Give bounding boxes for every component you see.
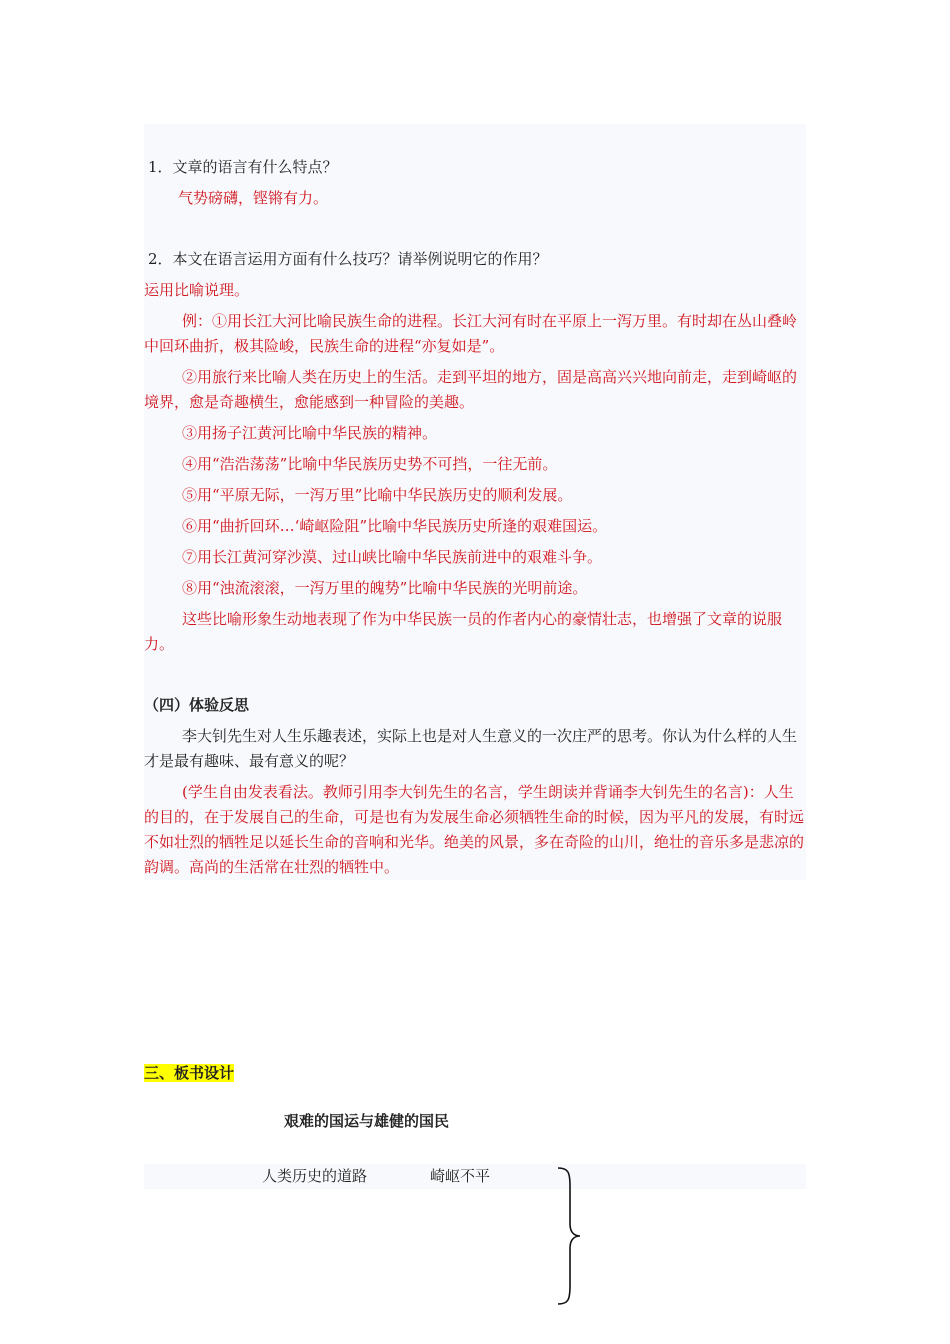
- right-brace-icon: [556, 1166, 586, 1306]
- board-row1-right: 崎岖不平: [430, 1167, 491, 1185]
- q2-example-3: ③用扬子江黄河比喻中华民族的精神。: [182, 424, 438, 442]
- board-title: 艰难的国运与雄健的国民: [284, 1112, 450, 1130]
- q2-summary: 这些比喻形象生动地表现了作为中华民族一员的作者内心的豪情壮志，也增强了文章的说服力。: [144, 610, 783, 653]
- section3-heading: [144, 1061, 234, 1086]
- q2-answer-intro: 运用比喻说理。: [144, 281, 250, 299]
- q2-example-1: 例：①用长江大河比喻民族生命的进程。长江大河有时在平原上一泻万里。有时却在丛山叠岭中回环曲折，极其险峻，民族生命的进程“亦复如是”。: [144, 312, 798, 355]
- section4-answer: (学生自由发表看法。教师引用李大钊先生的名言，学生朗读并背诵李大钊先生的名言)：人生的目的，在于发展自己的生命，可是也有为发展生命必须牺牲生命的时候，因为平凡的发展，有时远不如壮烈的牺牲足以延长生命的音响和光华。绝美的风景，多在奇险的山川，绝壮的音乐多是悲凉的韵调。高尚的生活常在壮烈的牺牲中。: [144, 783, 805, 876]
- q1-question: 1．文章的语言有什么特点？: [148, 158, 338, 176]
- q2-example-6: ⑥用“曲折回环…‘崎岖险阻”比喻中华民族历史所逢的艰难国运。: [182, 517, 608, 535]
- section4-prompt: 李大钊先生对人生乐趣表述，实际上也是对人生意义的一次庄严的思考。你认为什么样的人生才是最有趣味、最有意义的呢？: [144, 727, 798, 770]
- q2-example-2: ②用旅行来比喻人类在历史上的生活。走到平坦的地方，固是高高兴兴地向前走，走到崎岖的境界，愈是奇趣横生，愈能感到一种冒险的美趣。: [144, 368, 798, 411]
- q1-answer: 气势磅礴，铿锵有力。: [178, 189, 329, 207]
- board-row1-left: 人类历史的道路: [262, 1167, 368, 1185]
- q2-example-7: ⑦用长江黄河穿沙漠、过山峡比喻中华民族前进中的艰难斗争。: [182, 548, 603, 566]
- section4-heading: （四）体验反思: [144, 696, 250, 714]
- q2-example-5: ⑤用“平原无际，一泻万里”比喻中华民族历史的顺利发展。: [182, 486, 573, 504]
- q2-example-8: ⑧用“浊流滚滚，一泻万里的魄势”比喻中华民族的光明前途。: [182, 579, 588, 597]
- section3-heading-text: 三、板书设计: [144, 1064, 235, 1082]
- q2-example-4: ④用“浩浩荡荡”比喻中华民族历史势不可挡，一往无前。: [182, 455, 558, 473]
- q2-question: 2．本文在语言运用方面有什么技巧？请举例说明它的作用？: [148, 250, 548, 268]
